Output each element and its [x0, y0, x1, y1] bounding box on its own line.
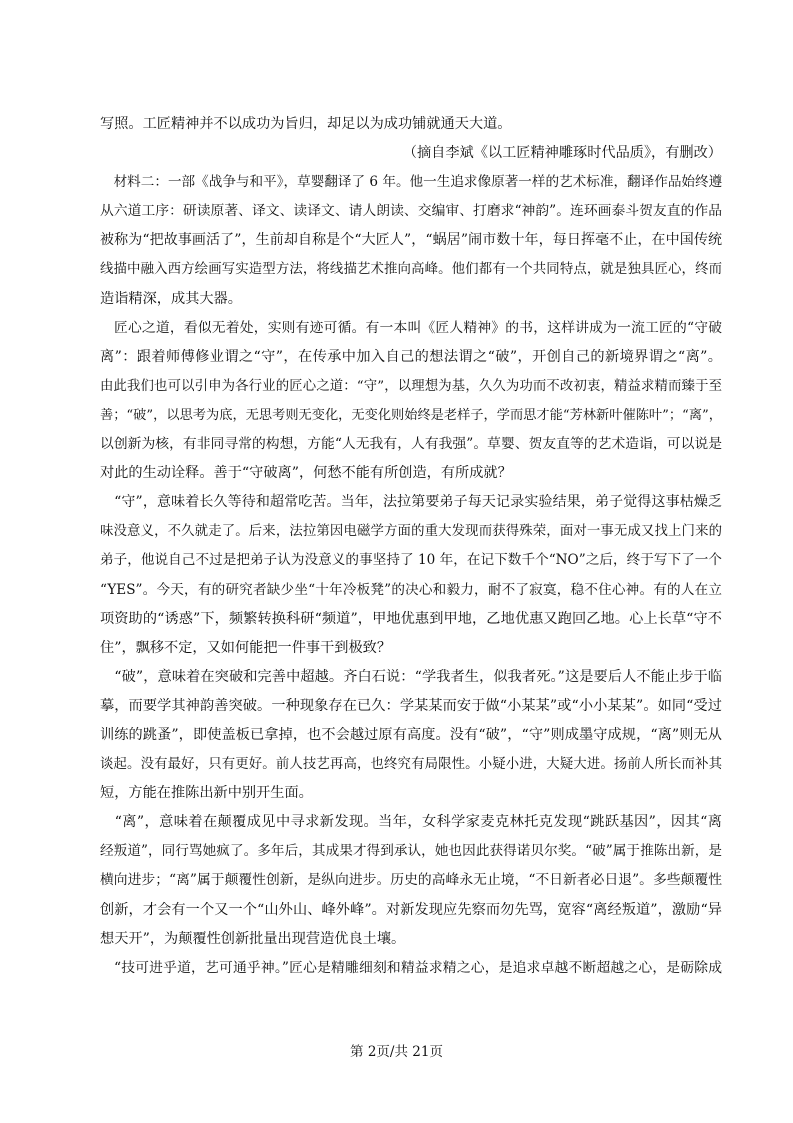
text-line: 摹，而要学其神韵善突破。一种现象存在已久：学某某而安于做“小某某”或“小小某某”。如同“受过 [100, 697, 722, 714]
text-line: 住”，飘移不定，又如何能把一件事干到极致？ [100, 639, 392, 656]
text-line: 善；“破”，以思考为底，无思考则无变化，无变化则始终是老样子，学而思才能“芳林新叶催陈叶”；“离”， [100, 407, 722, 423]
text-line: 短，方能在推陈出新中别开生面。 [100, 785, 313, 802]
text-line: 离”：跟着师傅修业谓之“守”，在传承中加入自己的想法谓之“破”，开创自己的新境界谓之“离”。 [100, 348, 722, 365]
text-line: 想天开”，为颠覆性创新批量出现营造优良土壤。 [100, 930, 406, 947]
text-line: “YES”。今天，有的研究者缺少坐“十年冷板凳”的决心和毅力，耐不了寂寞，稳不住心神。有的人在立 [100, 581, 722, 598]
text-line: 味没意义，不久就走了。后来，法拉第因电磁学方面的重大发现而获得殊荣，面对一事无成又找上门来的 [100, 524, 722, 540]
text-line: 线描中融入西方绘画写实造型方法，将线描艺术推向高峰。他们都有一个共同特点，就是独具匠心，终而 [100, 262, 722, 278]
text-line: 横向进步；“离”属于颠覆性创新，是纵向进步。历史的高峰永无止境，“不日新者必日退”。多些颠覆性 [100, 872, 722, 889]
text-line: 弟子，他说自己不过是把弟子认为没意义的事坚持了 10 年，在记下数千个“NO”之后，终于写下了一个 [100, 552, 722, 569]
text-line: “技可进乎道，艺可通乎神。”匠心是精雕细刻和精益求精之心，是追求卓越不断超越之心，是砺除成 [100, 959, 722, 976]
text-line: 对此的生动诠释。善于“守破离”，何愁不能有所创造，有所成就？ [100, 465, 512, 482]
article-text [100, 110, 722, 983]
text-line: “破”，意味着在突破和完善中超越。齐白石说：“学我者生，似我者死。”这是要后人不能止步于临 [100, 668, 722, 685]
text-line: 经叛道”，同行骂她疯了。多年后，其成果才得到承认，她也因此获得诺贝尔奖。“破”属于推陈出新，是 [100, 843, 722, 860]
text-line: 训练的跳蚤”，即使盖板已拿掉，也不会越过原有高度。没有“破”，“守”则成墨守成规，“离”则无从 [100, 726, 722, 743]
text-line: “守”，意味着长久等待和超常吃苦。当年，法拉第要弟子每天记录实验结果，弟子觉得这事枯燥乏 [100, 494, 722, 511]
text-line: （摘自李斌《以工匠精神雕琢时代品质》，有删改） [402, 145, 722, 162]
text-line: 匠心之道，看似无着处，实则有迹可循。有一本叫《匠人精神》的书，这样讲成为一流工匠的“守破 [100, 319, 722, 336]
text-line: “离”，意味着在颠覆成见中寻求新发现。当年，女科学家麦克林托克发现“跳跃基因”，因其“离 [100, 814, 722, 831]
text-line: 谈起。没有最好，只有更好。前人技艺再高，也终究有局限性。小疑小进，大疑大进。扬前人所长而补其 [100, 757, 722, 773]
text-line: 被称为“把故事画活了”，生前却自称是个“大匠人”，“蜗居”闹市数十年，每日挥毫不止，在中国传统 [100, 232, 722, 249]
text-line: 造诣精深，成其大器。 [100, 290, 242, 307]
page-footer: 第 2页/共 21页 [350, 1044, 443, 1060]
text-line: 从六道工序：研读原著、译文、读译文、请人朗读、交编审、打磨求“神韵”。连环画泰斗贺友直的作品 [100, 203, 722, 220]
text-line: 由此我们也可以引申为各行业的匠心之道：“守”，以理想为基，久久为功而不改初衷，精益求精而臻于至 [100, 378, 722, 394]
text-line: 项资助的“诱惑”下，频繁转换科研“频道”，甲地优惠到甲地，乙地优惠又跑回乙地。心上长草“守不 [100, 610, 722, 627]
text-line: 写照。工匠精神并不以成功为旨归，却足以为成功铺就通天大道。 [100, 116, 512, 132]
text-line: 材料二：一部《战争与和平》，草婴翻译了 6 年。他一生追求像原著一样的艺术标准，翻译作品始终遵 [100, 174, 722, 191]
text-line: 创新，才会有一个又一个“山外山、峰外峰”。对新发现应先察而勿先骂，宽容“离经叛道”，激励“异 [100, 901, 722, 918]
text-line: 以创新为核，有非同寻常的构想，方能“人无我有，人有我强”。草婴、贺友直等的艺术造诣，可以说是 [100, 436, 722, 453]
